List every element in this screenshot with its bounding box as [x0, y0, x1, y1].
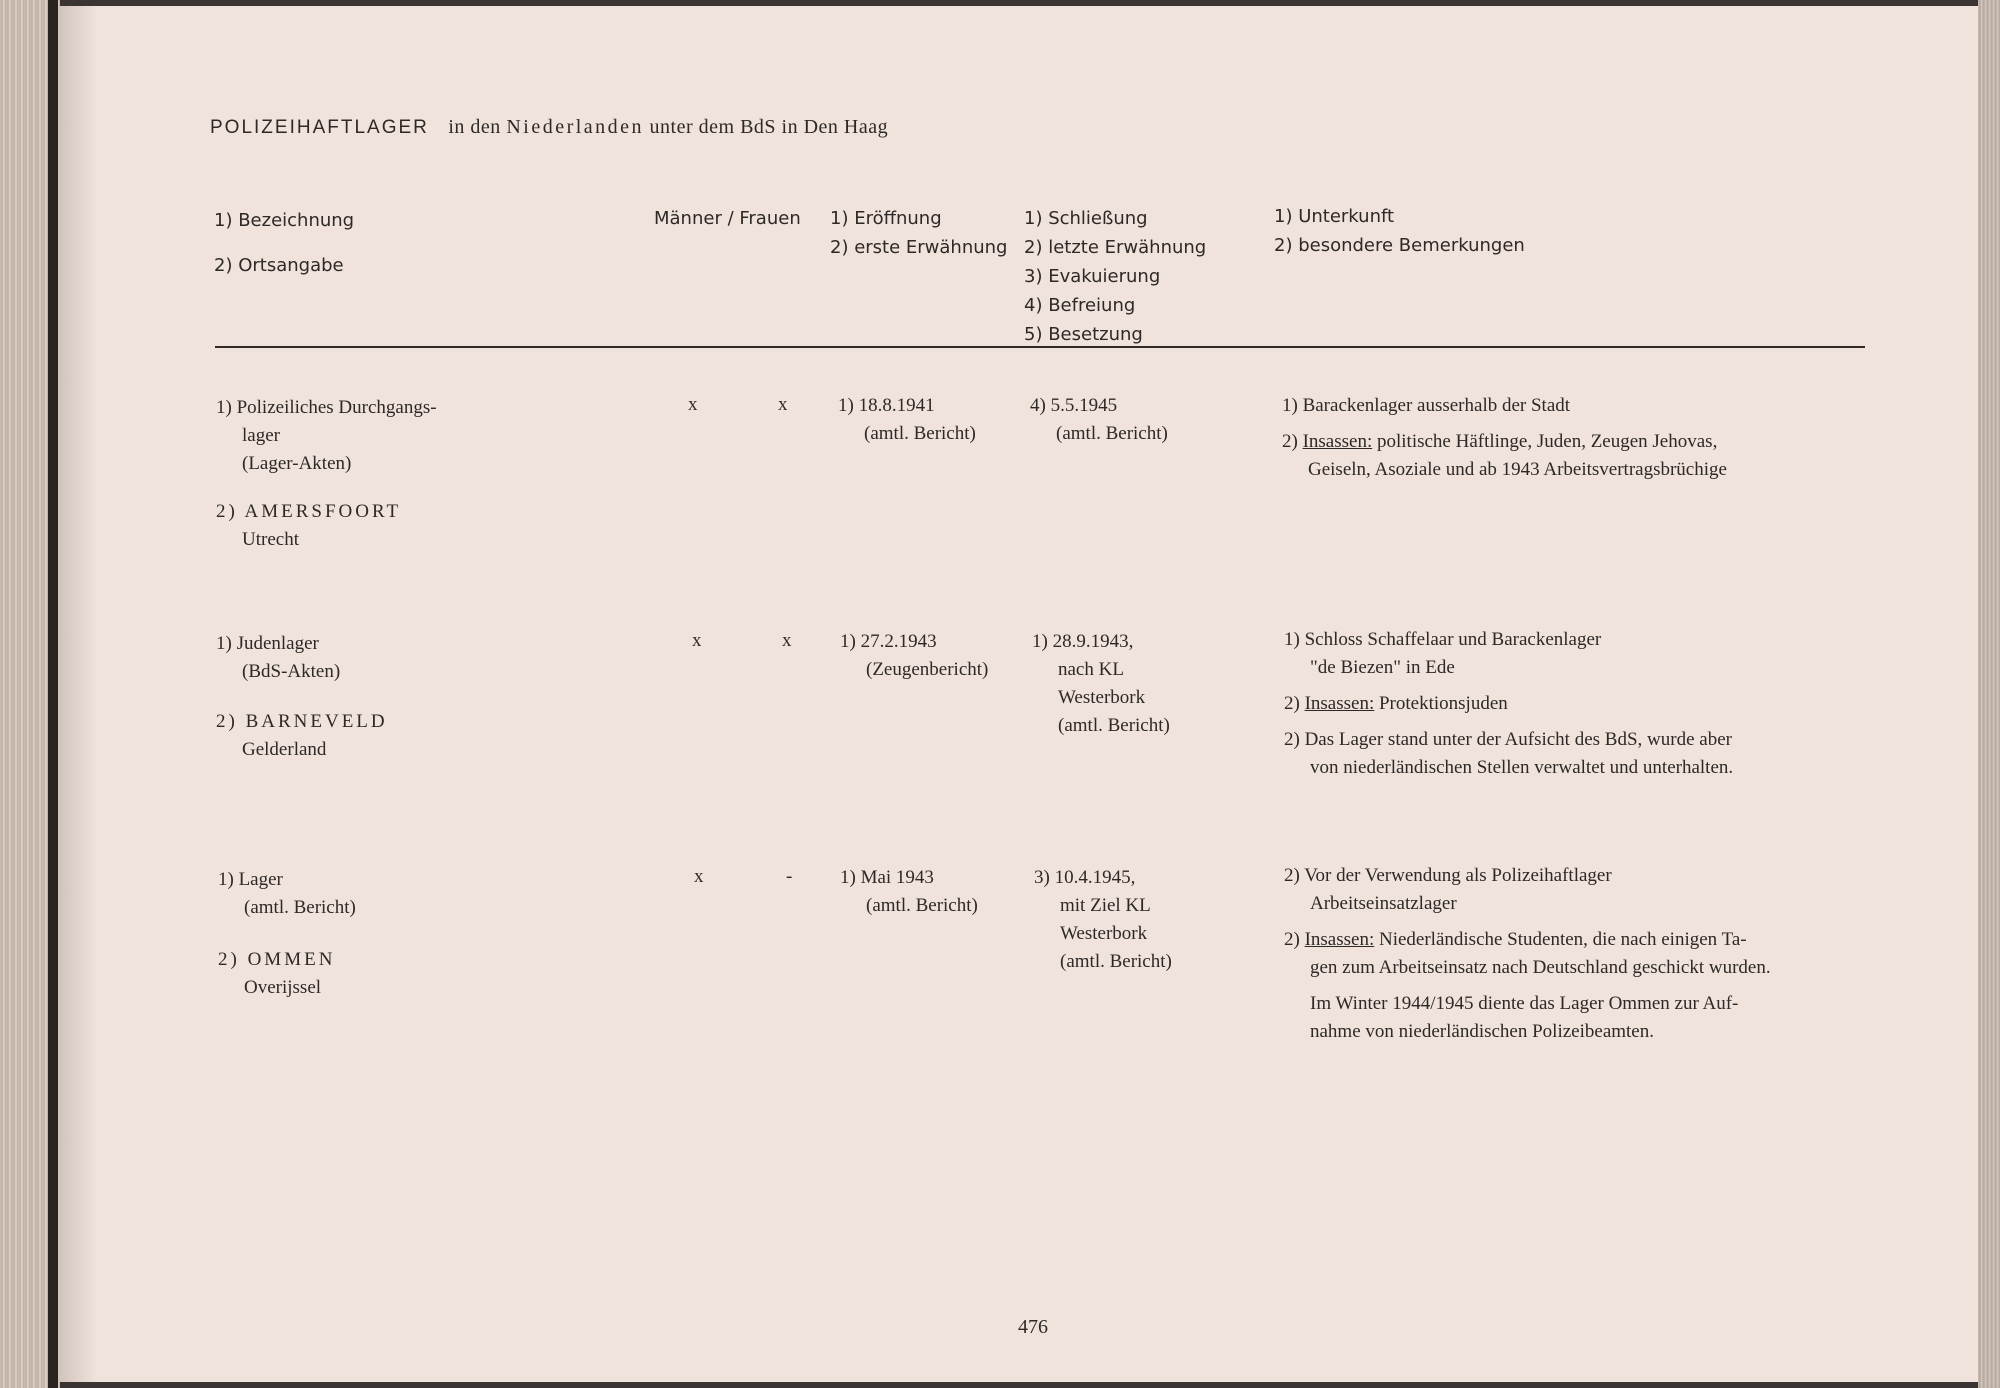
header-col-designation: 1) Bezeichnung 2) Ortsangabe: [214, 210, 355, 276]
row1-remarks: 1) Barackenlager ausserhalb der Stadt 2) Insassen: politische Häftlinge, Juden, Zeugen Jehovas, Geiseln, Asoziale und ab 1943 Arbeitsvertragsbrüchige: [1282, 395, 1727, 480]
page-title: [210, 116, 888, 139]
page-number: 476: [1018, 1316, 1048, 1338]
title-sub: in den Niederlanden unter dem BdS in Den Haag: [448, 116, 889, 138]
row1-women-mark: x: [778, 394, 788, 415]
page-gutter-shadow: [58, 6, 98, 1382]
row3-designation: 1) Lager (amtl. Bericht) 2) OMMEN Overijssel: [218, 869, 356, 998]
row3-remarks: 2) Vor der Verwendung als Polizeihaftlager Arbeitseinsatzlager 2) Insassen: Niederländische Studenten, die nach einigen Ta- gen zum Arbeitseinsatz nach Deutschland geschickt wurden. Im Winter 1944/1945 diente das Lager Ommen zur Auf- nahme von niederländischen Polizeibeamten.: [1284, 865, 1771, 1042]
row2-women-mark: x: [782, 630, 792, 651]
row1-men-mark: x: [688, 394, 698, 415]
header-divider: [215, 346, 1865, 348]
row1-closing: 4) 5.5.1945 (amtl. Bericht): [1030, 395, 1168, 444]
row1-designation: 1) Polizeiliches Durchgangs- lager (Lager-Akten) 2) AMERSFOORT Utrecht: [216, 397, 437, 550]
header-col-men-women: Männer / Frauen: [654, 208, 801, 229]
row2-closing: 1) 28.9.1943, nach KL Westerbork (amtl. Bericht): [1032, 631, 1170, 736]
row2-men-mark: x: [692, 630, 702, 651]
row2-designation: 1) Judenlager (BdS-Akten) 2) BARNEVELD Gelderland: [216, 633, 388, 760]
title-main: POLIZEIHAFTLAGER: [210, 117, 429, 138]
document-page: [58, 6, 1978, 1382]
row3-women-mark: -: [786, 866, 793, 887]
row1-opening: 1) 18.8.1941 (amtl. Bericht): [838, 395, 976, 444]
book-right-edge: [1978, 0, 2000, 1388]
row3-closing: 3) 10.4.1945, mit Ziel KL Westerbork (amtl. Bericht): [1034, 867, 1172, 972]
row3-men-mark: x: [694, 866, 704, 887]
header-col-remarks: 1) Unterkunft 2) besondere Bemerkungen: [1274, 206, 1525, 256]
row2-opening: 1) 27.2.1943 (Zeugenbericht): [840, 631, 989, 680]
row2-remarks: 1) Schloss Schaffelaar und Barackenlager "de Biezen" in Ede 2) Insassen: Protektionsjuden 2) Das Lager stand unter der Aufsicht des BdS, wurde aber von niederländischen Stellen verwaltet und unterhalten.: [1284, 629, 1734, 778]
book-binding: [48, 0, 58, 1388]
header-col-closing: 1) Schließung 2) letzte Erwähnung 3) Evakuierung 4) Befreiung 5) Besetzung: [1024, 208, 1207, 345]
row3-opening: 1) Mai 1943 (amtl. Bericht): [840, 867, 978, 916]
header-col-opening: 1) Eröffnung 2) erste Erwähnung: [830, 208, 1008, 258]
